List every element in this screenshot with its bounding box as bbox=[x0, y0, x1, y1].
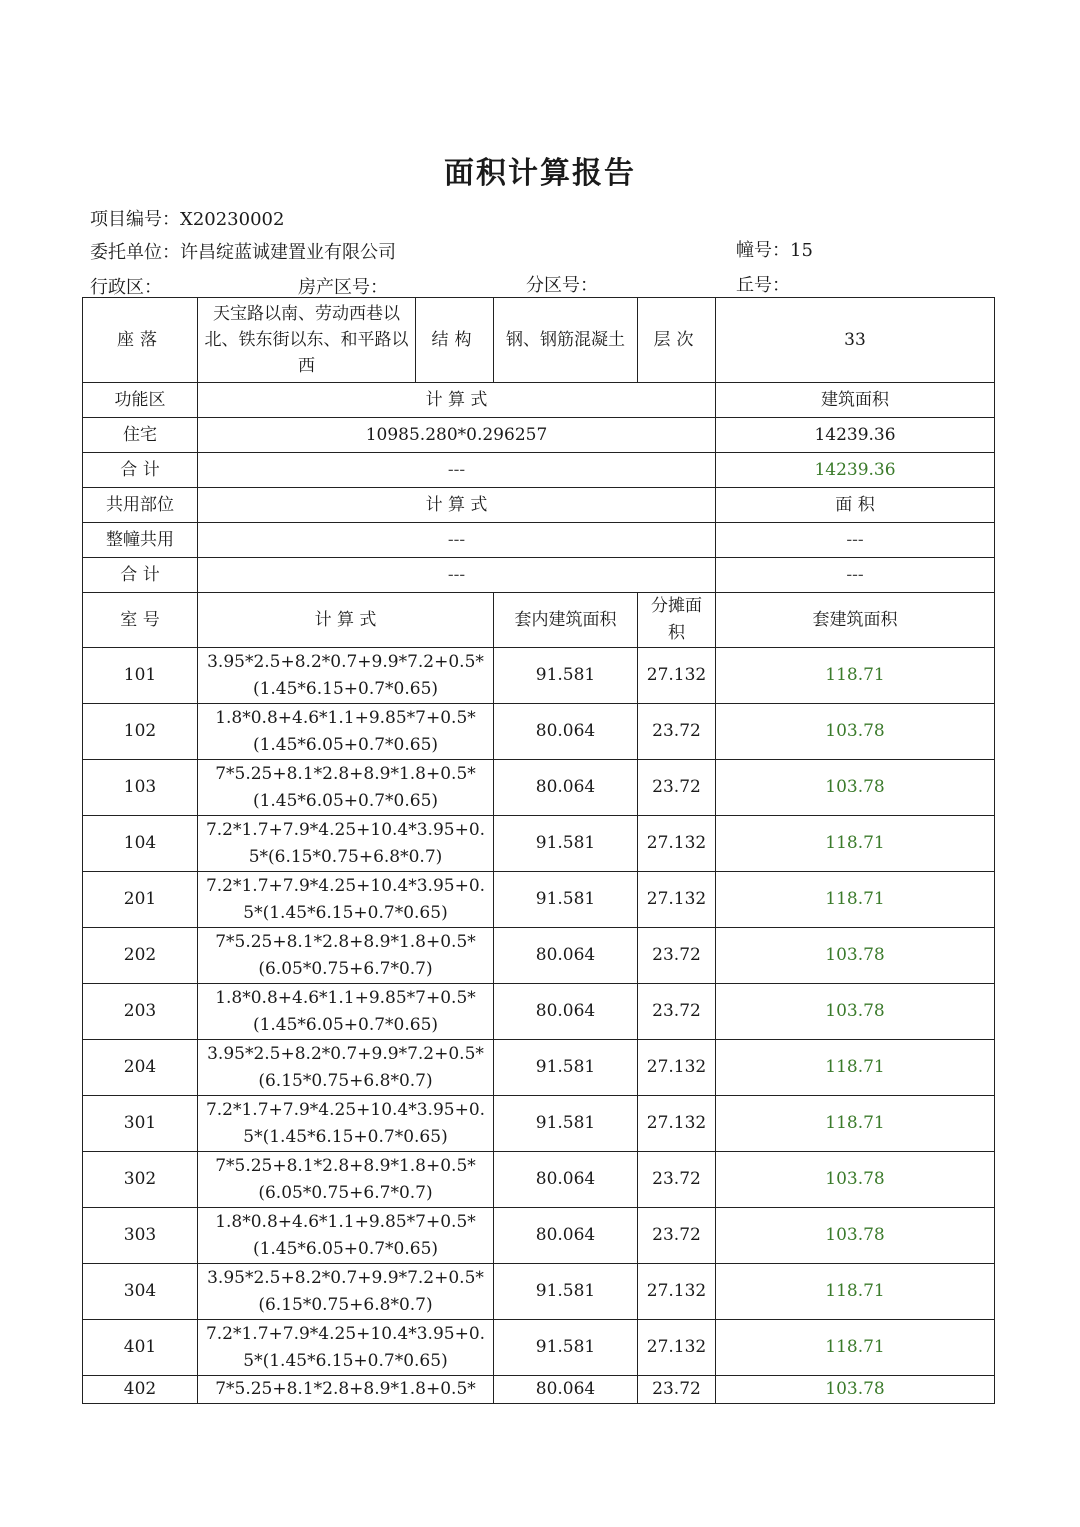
room-number-header: 室 号 bbox=[83, 593, 198, 648]
floors-value: 33 bbox=[716, 298, 995, 383]
room-number: 104 bbox=[83, 816, 198, 872]
shared-name: 整幢共用 bbox=[83, 523, 198, 558]
shared-subtotal-name: 合 计 bbox=[83, 558, 198, 593]
room-formula: 7.2*1.7+7.9*4.25+10.4*3.95+0.5*(1.45*6.15+0.7*0.65) bbox=[198, 1096, 494, 1152]
room-shared-area: 27.132 bbox=[638, 872, 716, 928]
room-formula: 7*5.25+8.1*2.8+8.9*1.8+0.5* bbox=[198, 1376, 494, 1404]
shared-row-subtotal bbox=[83, 558, 995, 593]
room-number: 402 bbox=[83, 1376, 198, 1404]
room-formula: 7*5.25+8.1*2.8+8.9*1.8+0.5*(6.05*0.75+6.7*0.7) bbox=[198, 928, 494, 984]
project-number-value: X20230002 bbox=[180, 209, 285, 230]
room-formula: 7*5.25+8.1*2.8+8.9*1.8+0.5*(6.05*0.75+6.7*0.7) bbox=[198, 1152, 494, 1208]
room-total-area: 103.78 bbox=[716, 760, 995, 816]
room-row bbox=[83, 704, 995, 760]
room-number: 102 bbox=[83, 704, 198, 760]
room-shared-area-header: 分摊面积 bbox=[638, 593, 716, 648]
room-row bbox=[83, 760, 995, 816]
room-formula: 1.8*0.8+4.6*1.1+9.85*7+0.5*(1.45*6.05+0.7*0.65) bbox=[198, 704, 494, 760]
district-label: 行政区： bbox=[90, 277, 162, 298]
shared-subtotal-formula: --- bbox=[198, 558, 716, 593]
room-shared-area: 23.72 bbox=[638, 704, 716, 760]
room-row bbox=[83, 1208, 995, 1264]
room-rows bbox=[83, 648, 995, 1404]
function-name: 住宅 bbox=[83, 418, 198, 453]
area-report-table bbox=[82, 297, 995, 1404]
room-number: 301 bbox=[83, 1096, 198, 1152]
project-number-label: 项目编号： bbox=[90, 209, 180, 230]
floors-label: 层次 bbox=[638, 298, 716, 383]
room-header-row bbox=[83, 593, 995, 648]
room-inner-area: 80.064 bbox=[494, 760, 638, 816]
shared-part-header: 共用部位 bbox=[83, 488, 198, 523]
structure-value: 钢、钢筋混凝土 bbox=[494, 298, 638, 383]
function-header-row bbox=[83, 383, 995, 418]
room-number: 202 bbox=[83, 928, 198, 984]
function-subtotal-name: 合 计 bbox=[83, 453, 198, 488]
page-title: 面积计算报告 bbox=[444, 156, 636, 191]
structure-label: 结构 bbox=[416, 298, 494, 383]
room-row bbox=[83, 1320, 995, 1376]
room-shared-area: 27.132 bbox=[638, 1040, 716, 1096]
function-formula-header: 计 算 式 bbox=[198, 383, 716, 418]
estate-zone-label: 房产区号： bbox=[298, 277, 388, 298]
room-inner-area: 80.064 bbox=[494, 1208, 638, 1264]
shared-subtotal-area: --- bbox=[716, 558, 995, 593]
room-formula: 1.8*0.8+4.6*1.1+9.85*7+0.5*(1.45*6.05+0.7*0.65) bbox=[198, 1208, 494, 1264]
room-row bbox=[83, 928, 995, 984]
room-row bbox=[83, 984, 995, 1040]
room-total-area: 118.71 bbox=[716, 648, 995, 704]
client-value: 许昌绽蓝诚建置业有限公司 bbox=[180, 242, 396, 263]
function-subtotal-formula: --- bbox=[198, 453, 716, 488]
room-formula: 3.95*2.5+8.2*0.7+9.9*7.2+0.5*(1.45*6.15+0.7*0.65) bbox=[198, 648, 494, 704]
room-shared-area: 23.72 bbox=[638, 760, 716, 816]
room-total-area-header: 套建筑面积 bbox=[716, 593, 995, 648]
room-inner-area-header: 套内建筑面积 bbox=[494, 593, 638, 648]
room-shared-area: 27.132 bbox=[638, 816, 716, 872]
room-total-area: 103.78 bbox=[716, 928, 995, 984]
function-area-header: 功能区 bbox=[83, 383, 198, 418]
room-row bbox=[83, 648, 995, 704]
shared-formula: --- bbox=[198, 523, 716, 558]
room-total-area: 118.71 bbox=[716, 872, 995, 928]
client-label: 委托单位： bbox=[90, 242, 180, 263]
room-total-area: 118.71 bbox=[716, 1040, 995, 1096]
shared-area-header: 面 积 bbox=[716, 488, 995, 523]
function-row-subtotal bbox=[83, 453, 995, 488]
room-total-area: 118.71 bbox=[716, 1096, 995, 1152]
room-number: 302 bbox=[83, 1152, 198, 1208]
room-formula: 7.2*1.7+7.9*4.25+10.4*3.95+0.5*(1.45*6.15+0.7*0.65) bbox=[198, 1320, 494, 1376]
room-inner-area: 80.064 bbox=[494, 1152, 638, 1208]
room-number: 304 bbox=[83, 1264, 198, 1320]
room-formula: 3.95*2.5+8.2*0.7+9.9*7.2+0.5*(6.15*0.75+6.8*0.7) bbox=[198, 1264, 494, 1320]
room-formula: 7.2*1.7+7.9*4.25+10.4*3.95+0.5*(6.15*0.75+6.8*0.7) bbox=[198, 816, 494, 872]
room-row bbox=[83, 816, 995, 872]
room-total-area: 103.78 bbox=[716, 1152, 995, 1208]
shared-header-row bbox=[83, 488, 995, 523]
room-row bbox=[83, 872, 995, 928]
room-formula: 7*5.25+8.1*2.8+8.9*1.8+0.5*(1.45*6.05+0.7*0.65) bbox=[198, 760, 494, 816]
room-shared-area: 23.72 bbox=[638, 928, 716, 984]
room-row bbox=[83, 1040, 995, 1096]
function-row-residential bbox=[83, 418, 995, 453]
room-inner-area: 91.581 bbox=[494, 1040, 638, 1096]
room-row bbox=[83, 1096, 995, 1152]
room-inner-area: 80.064 bbox=[494, 704, 638, 760]
building-number-value: 15 bbox=[790, 240, 813, 261]
room-inner-area: 91.581 bbox=[494, 1096, 638, 1152]
location-value: 天宝路以南、劳动西巷以北、铁东街以东、和平路以西 bbox=[198, 298, 416, 383]
function-area: 14239.36 bbox=[716, 418, 995, 453]
function-subtotal-area: 14239.36 bbox=[716, 453, 995, 488]
location-label: 座落 bbox=[83, 298, 198, 383]
room-number: 203 bbox=[83, 984, 198, 1040]
room-total-area: 118.71 bbox=[716, 1320, 995, 1376]
room-total-area: 103.78 bbox=[716, 1208, 995, 1264]
room-total-area: 118.71 bbox=[716, 1264, 995, 1320]
shared-formula-header: 计 算 式 bbox=[198, 488, 716, 523]
room-number: 303 bbox=[83, 1208, 198, 1264]
room-total-area: 118.71 bbox=[716, 816, 995, 872]
client-line bbox=[90, 238, 396, 264]
room-number: 201 bbox=[83, 872, 198, 928]
room-row bbox=[83, 1152, 995, 1208]
room-shared-area: 23.72 bbox=[638, 984, 716, 1040]
room-shared-area: 23.72 bbox=[638, 1152, 716, 1208]
hill-number-label: 丘号： bbox=[736, 275, 790, 296]
room-shared-area: 23.72 bbox=[638, 1208, 716, 1264]
function-formula: 10985.280*0.296257 bbox=[198, 418, 716, 453]
room-formula-header: 计 算 式 bbox=[198, 593, 494, 648]
room-total-area: 103.78 bbox=[716, 704, 995, 760]
room-shared-area: 27.132 bbox=[638, 648, 716, 704]
room-total-area: 103.78 bbox=[716, 1376, 995, 1404]
shared-area: --- bbox=[716, 523, 995, 558]
room-shared-area: 27.132 bbox=[638, 1264, 716, 1320]
shared-row-building bbox=[83, 523, 995, 558]
room-inner-area: 91.581 bbox=[494, 648, 638, 704]
room-shared-area: 27.132 bbox=[638, 1320, 716, 1376]
building-number-line bbox=[736, 236, 813, 262]
room-number: 103 bbox=[83, 760, 198, 816]
room-inner-area: 80.064 bbox=[494, 1376, 638, 1404]
room-formula: 1.8*0.8+4.6*1.1+9.85*7+0.5*(1.45*6.05+0.7*0.65) bbox=[198, 984, 494, 1040]
room-row bbox=[83, 1264, 995, 1320]
room-inner-area: 91.581 bbox=[494, 1264, 638, 1320]
info-row bbox=[83, 298, 995, 383]
room-number: 204 bbox=[83, 1040, 198, 1096]
room-inner-area: 91.581 bbox=[494, 816, 638, 872]
room-formula: 3.95*2.5+8.2*0.7+9.9*7.2+0.5*(6.15*0.75+6.8*0.7) bbox=[198, 1040, 494, 1096]
room-number: 401 bbox=[83, 1320, 198, 1376]
room-inner-area: 80.064 bbox=[494, 928, 638, 984]
room-inner-area: 91.581 bbox=[494, 872, 638, 928]
room-total-area: 103.78 bbox=[716, 984, 995, 1040]
building-number-label: 幢号： bbox=[736, 240, 790, 261]
sub-zone-label: 分区号： bbox=[526, 275, 598, 296]
room-formula: 7.2*1.7+7.9*4.25+10.4*3.95+0.5*(1.45*6.15+0.7*0.65) bbox=[198, 872, 494, 928]
room-inner-area: 80.064 bbox=[494, 984, 638, 1040]
room-row bbox=[83, 1376, 995, 1404]
function-building-area-header: 建筑面积 bbox=[716, 383, 995, 418]
project-number-line bbox=[90, 205, 284, 231]
room-shared-area: 27.132 bbox=[638, 1096, 716, 1152]
room-inner-area: 91.581 bbox=[494, 1320, 638, 1376]
room-number: 101 bbox=[83, 648, 198, 704]
room-shared-area: 23.72 bbox=[638, 1376, 716, 1404]
